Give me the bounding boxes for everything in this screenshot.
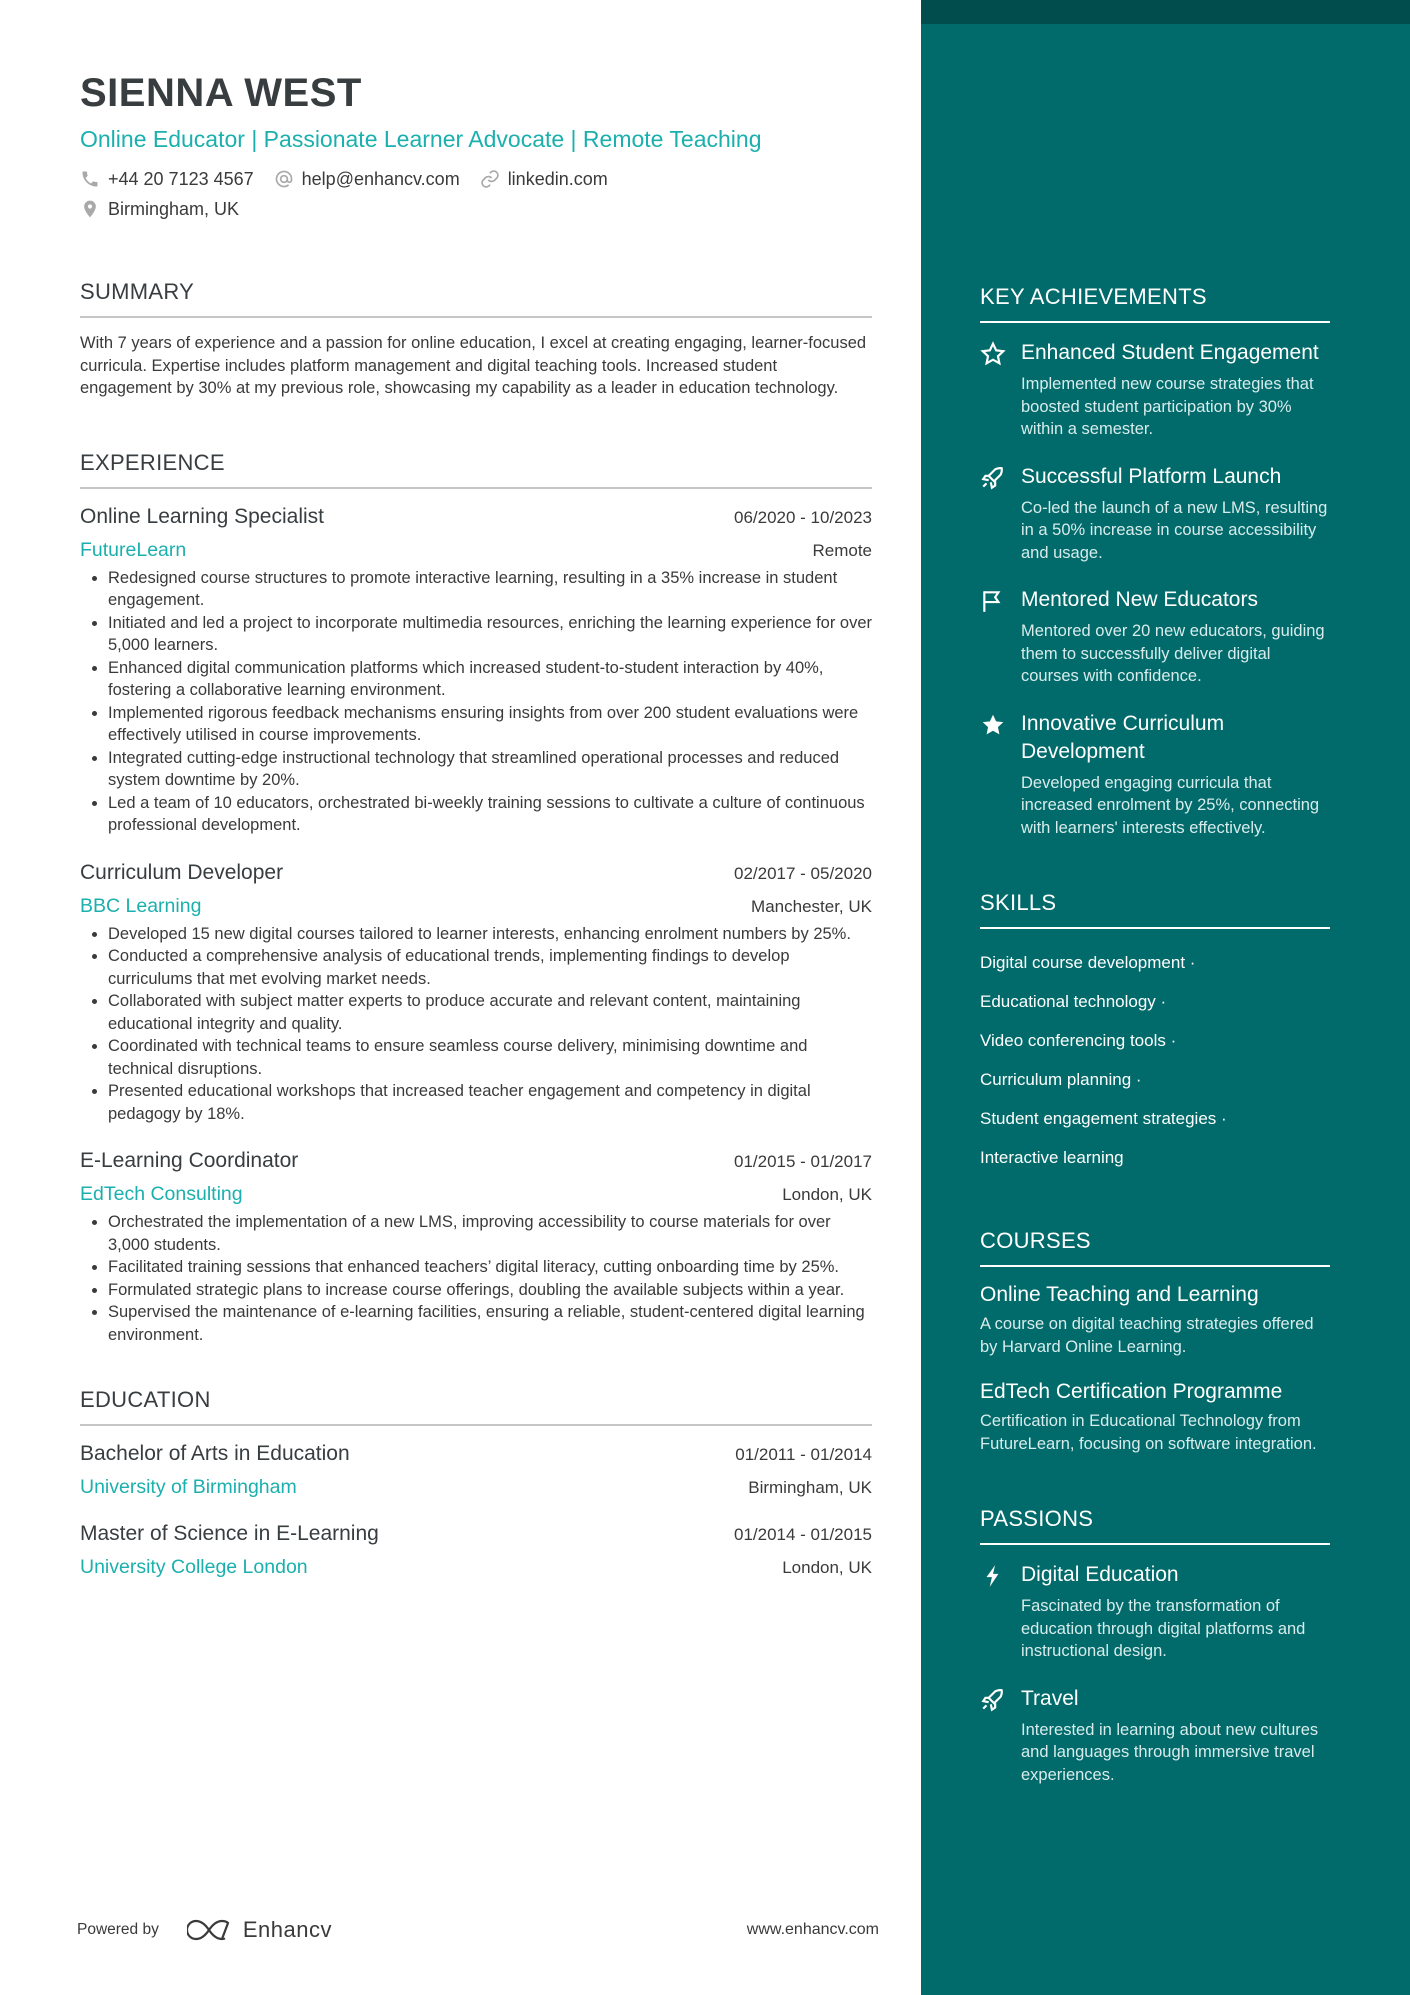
job-bullet: • Integrated cutting-edge instructional technology that streamlined operational processes and reduced system downtime by 20%.	[108, 747, 872, 792]
link-icon	[480, 169, 500, 189]
rocket-icon	[980, 1687, 1006, 1713]
star-outline-icon	[980, 341, 1006, 367]
lightning-icon	[980, 1563, 1006, 1589]
education-location: London, UK	[782, 1558, 872, 1577]
achievement-title: Mentored New Educators	[1021, 588, 1258, 611]
course-item	[980, 1378, 1330, 1455]
job-location: London, UK	[782, 1185, 872, 1204]
enhancv-logo-icon	[187, 1917, 233, 1943]
job-bullet: • Implemented rigorous feedback mechanisms ensuring insights from over 200 student evaluations were effectively utilised in course improvements.	[108, 702, 872, 747]
job-company: EdTech Consulting	[80, 1183, 243, 1205]
achievement-title: Innovative Curriculum Development	[1021, 711, 1225, 763]
achievement-item	[980, 586, 1330, 688]
contact-email	[274, 168, 460, 190]
achievements-section	[980, 283, 1330, 839]
job-entry	[80, 859, 872, 1126]
achievement-desc: Mentored over 20 new educators, guiding them to successfully deliver digital courses with confidence.	[1021, 622, 1325, 685]
job-bullet: • Presented educational workshops that increased teacher engagement and competency in digital pedagogy by 18%.	[108, 1080, 872, 1125]
education-location: Birmingham, UK	[748, 1478, 872, 1497]
course-desc: Certification in Educational Technology from FutureLearn, focusing on software integration.	[980, 1412, 1317, 1453]
education-school: University of Birmingham	[80, 1476, 297, 1498]
job-bullet: • Developed 15 new digital courses tailored to learner interests, enhancing enrolment numbers by 25%.	[108, 923, 872, 946]
brand-name: Enhancv	[242, 1917, 332, 1942]
job-bullets	[80, 1211, 872, 1346]
experience-section	[80, 449, 872, 1347]
job-bullet: • Supervised the maintenance of e-learning facilities, ensuring a reliable, student-centered digital learning environment.	[108, 1301, 872, 1346]
job-role: Online Learning Specialist	[80, 504, 324, 528]
skill-item: Curriculum planning ·	[980, 1070, 1142, 1089]
job-location: Remote	[812, 540, 872, 560]
skill-item: Video conferencing tools ·	[980, 1031, 1177, 1050]
contact-linkedin	[480, 168, 608, 190]
job-company: FutureLearn	[80, 538, 187, 561]
job-dates: 06/2020 - 10/2023	[733, 507, 872, 527]
email-link[interactable]: help@enhancv.com	[301, 169, 460, 189]
education-dates: 01/2011 - 01/2014	[735, 1445, 872, 1464]
powered-by	[77, 1917, 332, 1943]
education-entry	[80, 1440, 872, 1500]
job-bullet: • Facilitated training sessions that enhanced teachers’ digital literacy, cutting onboarding time by 25%.	[108, 1256, 872, 1279]
contact-location	[80, 198, 239, 220]
skill-item: Digital course development ·	[980, 953, 1196, 972]
achievement-desc: Co-led the launch of a new LMS, resulting in a 50% increase in course accessibility and usage.	[1021, 498, 1328, 562]
linkedin-link[interactable]: linkedin.com	[507, 169, 608, 189]
achievement-item	[980, 463, 1330, 565]
job-bullet: • Orchestrated the implementation of a new LMS, improving accessibility to course materials for over 3,000 students.	[108, 1211, 872, 1256]
achievement-desc: Developed engaging curricula that increased enrolment by 25%, connecting with learners' interests effectively.	[1021, 773, 1320, 837]
phone-icon	[80, 169, 100, 189]
location-pin-icon	[80, 199, 100, 219]
course-title: Online Teaching and Learning	[980, 1283, 1259, 1306]
summary-text: With 7 years of experience and a passion for online education, I excel at creating engaging, learner-focused curricula. Expertise includes platform management and digital teaching tools. Increased student engagement by 30% at my previous role, showcasing my capability as a leader in education technology.	[80, 334, 867, 397]
skills-title: SKILLS	[980, 889, 1330, 929]
brand-logo[interactable]	[187, 1917, 332, 1943]
passions-title: PASSIONS	[980, 1505, 1330, 1545]
candidate-name: SIENNA WEST	[80, 71, 362, 115]
job-bullet: • Collaborated with subject matter experts to produce accurate and relevant content, maintaining educational integrity and quality.	[108, 990, 872, 1035]
education-school: University College London	[80, 1556, 308, 1578]
courses-title: COURSES	[980, 1227, 1330, 1267]
skill-item: Interactive learning	[980, 1148, 1124, 1167]
job-role: Curriculum Developer	[80, 860, 284, 884]
job-bullet: • Led a team of 10 educators, orchestrated bi-weekly training sessions to cultivate a culture of continuous professional development.	[108, 792, 872, 837]
contact-phone	[80, 168, 254, 190]
education-entry	[80, 1520, 872, 1580]
courses-section	[980, 1227, 1330, 1455]
job-company: BBC Learning	[80, 894, 202, 917]
course-desc: A course on digital teaching strategies offered by Harvard Online Learning.	[980, 1315, 1314, 1356]
skills-list	[980, 943, 1330, 1177]
job-bullet: • Coordinated with technical teams to ensure seamless course delivery, minimising downtime and technical disruptions.	[108, 1035, 872, 1080]
passion-desc: Interested in learning about new cultures and languages through immersive travel experiences.	[1021, 1720, 1319, 1784]
star-filled-icon	[980, 712, 1006, 738]
experience-title: EXPERIENCE	[80, 449, 872, 489]
flag-icon	[980, 588, 1006, 614]
education-dates: 01/2014 - 01/2015	[733, 1525, 872, 1544]
headline: Online Educator | Passionate Learner Advocate | Remote Teaching	[80, 126, 762, 152]
job-bullet: • Enhanced digital communication platforms which increased student-to-student interaction by 40%, fostering a collaborative learning environment.	[108, 657, 872, 702]
passion-title: Travel	[1021, 1686, 1079, 1710]
education-section	[80, 1386, 872, 1580]
education-degree: Master of Science in E-Learning	[80, 1522, 379, 1545]
job-bullets	[80, 923, 872, 1126]
footer	[77, 1913, 879, 1947]
rocket-icon	[980, 465, 1006, 491]
main-column	[80, 70, 872, 1580]
passion-desc: Fascinated by the transformation of education through digital platforms and instructional design.	[1021, 1597, 1306, 1660]
education-degree: Bachelor of Arts in Education	[80, 1442, 350, 1465]
powered-by-label: Powered by	[77, 1921, 159, 1938]
job-bullet: • Initiated and led a project to incorporate multimedia resources, enriching the learning experience for over 5,000 learners.	[108, 612, 872, 657]
passion-title: Digital Education	[1021, 1563, 1179, 1586]
job-entry	[80, 503, 872, 837]
passion-item	[980, 1561, 1330, 1663]
sidebar-top-bar	[921, 0, 1410, 24]
summary-section	[80, 278, 872, 400]
passion-item	[980, 1685, 1330, 1787]
job-entry	[80, 1147, 872, 1346]
job-bullet: • Conducted a comprehensive analysis of educational trends, implementing findings to develop curriculums that met evolving market needs.	[108, 945, 872, 990]
skill-item: Educational technology ·	[980, 992, 1167, 1011]
job-role: E-Learning Coordinator	[80, 1149, 299, 1172]
location-text: Birmingham, UK	[108, 199, 240, 219]
job-bullet: • Redesigned course structures to promote interactive learning, resulting in a 35% increase in student engagement.	[108, 567, 872, 612]
sidebar-column	[980, 283, 1330, 1836]
job-bullets	[80, 567, 872, 837]
job-location: Manchester, UK	[751, 896, 872, 916]
job-bullet: • Formulated strategic plans to increase course offerings, doubling the available subjects within a year.	[108, 1279, 872, 1302]
contact-list	[80, 168, 700, 220]
skill-item: Student engagement strategies ·	[980, 1109, 1227, 1128]
skills-section	[980, 889, 1330, 1177]
course-title: EdTech Certification Programme	[980, 1380, 1283, 1403]
job-dates: 02/2017 - 05/2020	[733, 863, 872, 883]
passions-section	[980, 1505, 1330, 1786]
achievement-item	[980, 339, 1330, 441]
course-item	[980, 1281, 1330, 1358]
achievement-desc: Implemented new course strategies that boosted student participation by 30% within a semester.	[1021, 375, 1314, 438]
summary-title: SUMMARY	[80, 278, 872, 318]
at-icon	[274, 169, 294, 189]
education-title: EDUCATION	[80, 1386, 872, 1426]
job-dates: 01/2015 - 01/2017	[733, 1152, 872, 1171]
achievement-title: Enhanced Student Engagement	[1021, 341, 1319, 364]
site-link[interactable]: www.enhancv.com	[746, 1921, 879, 1938]
phone-text[interactable]: +44 20 7123 4567	[108, 169, 254, 189]
achievement-item	[980, 710, 1330, 840]
achievements-title: KEY ACHIEVEMENTS	[980, 283, 1330, 323]
achievement-title: Successful Platform Launch	[1021, 464, 1282, 488]
